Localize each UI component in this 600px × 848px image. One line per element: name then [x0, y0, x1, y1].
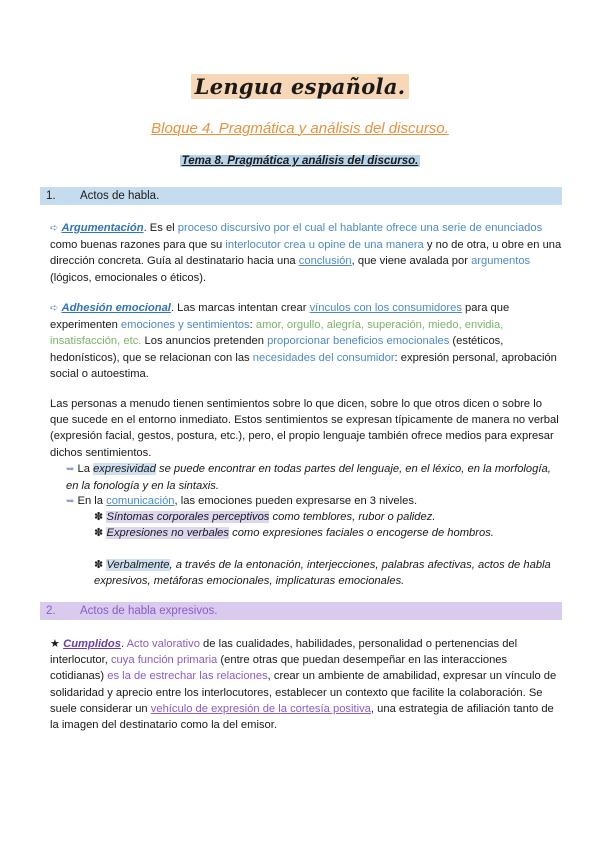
link-comunicacion: comunicación	[106, 495, 175, 507]
paragraph-sentimientos: Las personas a menudo tienen sentimientos sobre lo que dicen, sobre lo que otros dicen o sobre lo que sucede en el entorno inmediato. Estos sentimientos se expresan típicamente de manera no verbal (expresión facial, gestos, postura, etc.), pero, el propio lenguaje también ofrece medios para expresar dichos sentimientos.	[50, 398, 559, 459]
curved-arrow-icon: ➥	[66, 464, 75, 475]
section-label: Actos de habla.	[80, 190, 160, 202]
bullet-comunicacion: ➥ En la comunicación, las emociones pueden expresarse en 3 niveles.	[66, 495, 418, 507]
document-title: Lengua española.	[0, 74, 600, 99]
block-subtitle: Bloque 4. Pragmática y análisis del discurso.	[151, 120, 449, 137]
nested-bullet-expresiones: ✽ Expresiones no verbales como expresiones faciales o encogerse de hombros.	[94, 527, 494, 539]
star-icon: ★	[50, 638, 61, 650]
term-adhesion-emocional: Adhesión emocional	[61, 302, 171, 314]
paragraph-argumentacion: ➪ Argumentación. Es el proceso discursivo por el cual el hablante ofrece una serie de enunciados como buenas razones para que su interlocutor crea u opine de una manera y no de otra, u obre en una dirección concreta. Guía al destinatario hacia una conclusión, que viene avalada por argumentos (lógicos, emocionales o éticos).	[50, 222, 562, 284]
section-heading-1	[40, 187, 562, 205]
section-number: 2.	[46, 605, 56, 617]
nested-bullet-verbalmente: ✽ Verbalmente, a través de la entonación, interjecciones, palabras afectivas, actos de habla expresivos, metáforas emocionales, implicaturas emocionales.	[94, 559, 551, 588]
paragraph-cumplidos: ★ Cumplidos. Acto valorativo de las cualidades, habilidades, personalidad o pertenencias del interlocutor, cuya función primaria (entre otras que puedan desempeñar en las interacciones cotidianas) es la de estrechar las relaciones, crear un ambiente de amabilidad, expresar un vínculo de solidaridad y aprecio entre los interlocutores, establecer un contexto que facilite la colaboración. Se suele considerar un vehículo de expresión de la cortesía positiva, una estrategia de afiliación tanto de la imagen del destinatario como la del emisor.	[50, 638, 557, 732]
asterisk-icon: ✽	[94, 527, 104, 539]
bullet-expresividad: ➥ La expresividad se puede encontrar en todas partes del lenguaje, en el léxico, en la morfología, en la fonología y en la sintaxis.	[66, 463, 551, 493]
section-label: Actos de habla expresivos.	[80, 605, 218, 617]
term-argumentacion: Argumentación	[61, 222, 144, 234]
paragraph-adhesion-emocional: ➪ Adhesión emocional. Las marcas intentan crear vínculos con los consumidores para que experimenten emociones y sentimientos: amor, orgullo, alegría, superación, miedo, envidia, insatisfacción, etc. Los anuncios pretenden proporcionar beneficios emocionales (estéticos, hedonísticos), que se relacionan con las necesidades del consumidor: expresión personal, aprobación social o autoestima.	[50, 302, 557, 380]
asterisk-icon: ✽	[94, 559, 104, 571]
asterisk-icon: ✽	[94, 511, 104, 523]
section-number: 1.	[46, 190, 56, 202]
term-cumplidos: Cumplidos	[63, 638, 121, 650]
nested-bullet-sintomas: ✽ Síntomas corporales perceptivos como temblores, rubor o palidez.	[94, 511, 436, 523]
topic-heading: Tema 8. Pragmática y análisis del discurso.	[181, 155, 419, 167]
curved-arrow-icon: ➥	[66, 496, 75, 507]
arrow-marker-icon: ➪	[50, 303, 59, 314]
section-heading-2	[40, 602, 562, 620]
arrow-marker-icon: ➪	[50, 223, 59, 234]
